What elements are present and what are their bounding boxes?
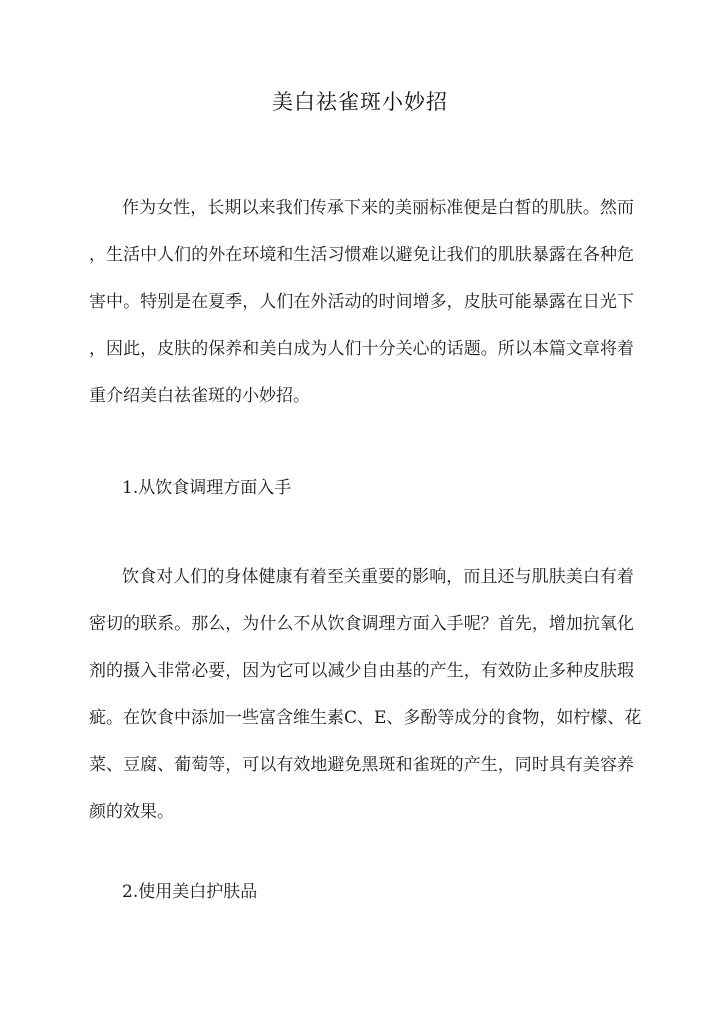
document-title: 美白祛雀斑小妙招 (272, 90, 448, 114)
intro-line-2: ，生活中人们的外在环境和生活习惯难以避免让我们的肌肤暴露在各种危 (89, 245, 634, 265)
intro-line-4: ，因此，皮肤的保养和美白成为人们十分关心的话题。所以本篇文章将着 (89, 339, 634, 359)
section-1-line-5: 菜、豆腐、葡萄等，可以有效地避免黑斑和雀斑的产生，同时具有美容养 (89, 755, 634, 775)
section-1-line-6: 颜的效果。 (89, 802, 174, 822)
section-1-line-2: 密切的联系。那么，为什么不从饮食调理方面入手呢？首先，增加抗氧化 (89, 614, 634, 634)
section-2-heading: 2.使用美白护肤品 (122, 882, 258, 902)
section-1-line-4: 疵。在饮食中添加一些富含维生素C、E、多酚等成分的食物，如柠檬、花 (89, 708, 642, 728)
section-1-line-3: 剂的摄入非常必要，因为它可以减少自由基的产生，有效防止多种皮肤瑕 (89, 661, 634, 681)
intro-line-5: 重介绍美白祛雀斑的小妙招。 (89, 386, 310, 406)
section-1-heading: 1.从饮食调理方面入手 (122, 478, 292, 498)
intro-line-3: 害中。特别是在夏季，人们在外活动的时间增多，皮肤可能暴露在日光下 (89, 292, 634, 312)
section-1-line-1: 饮食对人们的身体健康有着至关重要的影响，而且还与肌肤美白有着 (122, 567, 634, 587)
intro-line-1: 作为女性，长期以来我们传承下来的美丽标准便是白皙的肌肤。然而 (122, 198, 634, 218)
